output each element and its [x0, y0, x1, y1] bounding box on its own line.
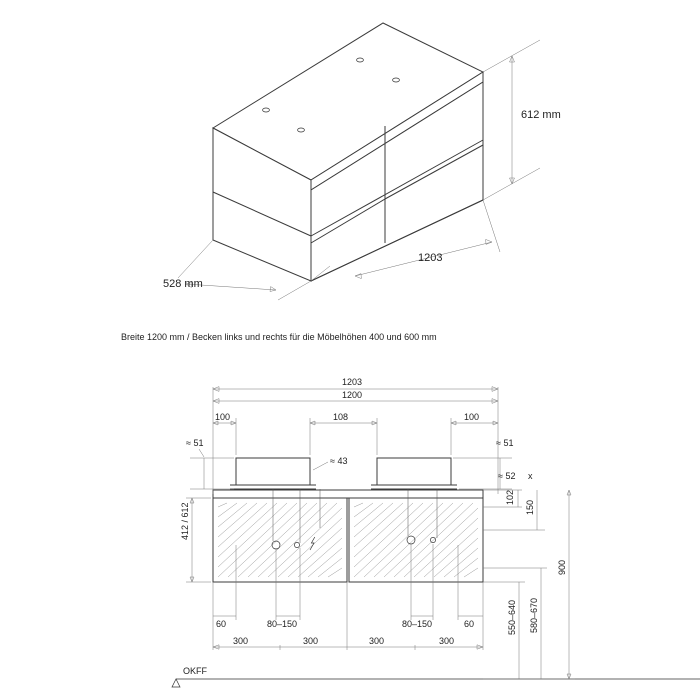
dim-80-150-right: 80–150 — [402, 619, 433, 629]
dim-108: 108 — [333, 412, 349, 422]
hatch-right — [354, 503, 478, 577]
dim-150: 150 — [525, 499, 535, 515]
dim-60-left: 60 — [216, 619, 227, 629]
basin-right — [371, 458, 457, 489]
basin-left — [230, 458, 316, 489]
dim-51-right: ≈ 51 — [496, 438, 514, 448]
dim-52: ≈ 52 — [498, 471, 516, 481]
dim-x: x — [528, 471, 533, 481]
dim-102: 102 — [505, 489, 515, 505]
okff-label: OKFF — [183, 666, 207, 676]
dim-580-670: 580–670 — [529, 597, 539, 633]
caption-text: Breite 1200 mm / Becken links und rechts für die Möbelhöhen 400 und 600 mm — [121, 332, 437, 342]
dim-1200: 1200 — [342, 390, 363, 400]
dim-51-left: ≈ 51 — [186, 438, 204, 448]
dim-1203: 1203 — [342, 377, 363, 387]
isometric-view — [163, 23, 561, 300]
dim-43: ≈ 43 — [330, 456, 348, 466]
dim-80-150-left: 80–150 — [267, 619, 298, 629]
iso-height-dim: 612 mm — [521, 109, 561, 121]
dim-60-right: 60 — [464, 619, 475, 629]
dim-412-612: 412 / 612 — [180, 502, 190, 540]
dim-300-2: 300 — [303, 636, 319, 646]
dim-300-4: 300 — [439, 636, 455, 646]
hatch-left — [218, 503, 342, 577]
dim-900: 900 — [557, 559, 567, 575]
dim-100-right: 100 — [464, 412, 480, 422]
dim-100-left: 100 — [215, 412, 231, 422]
dim-550-640: 550–640 — [507, 599, 517, 635]
front-elevation-view — [172, 377, 700, 687]
iso-width-dim: 1203 — [418, 252, 443, 264]
dim-300-3: 300 — [369, 636, 385, 646]
iso-depth-dim: 528 mm — [163, 278, 203, 290]
dim-300-1: 300 — [233, 636, 249, 646]
